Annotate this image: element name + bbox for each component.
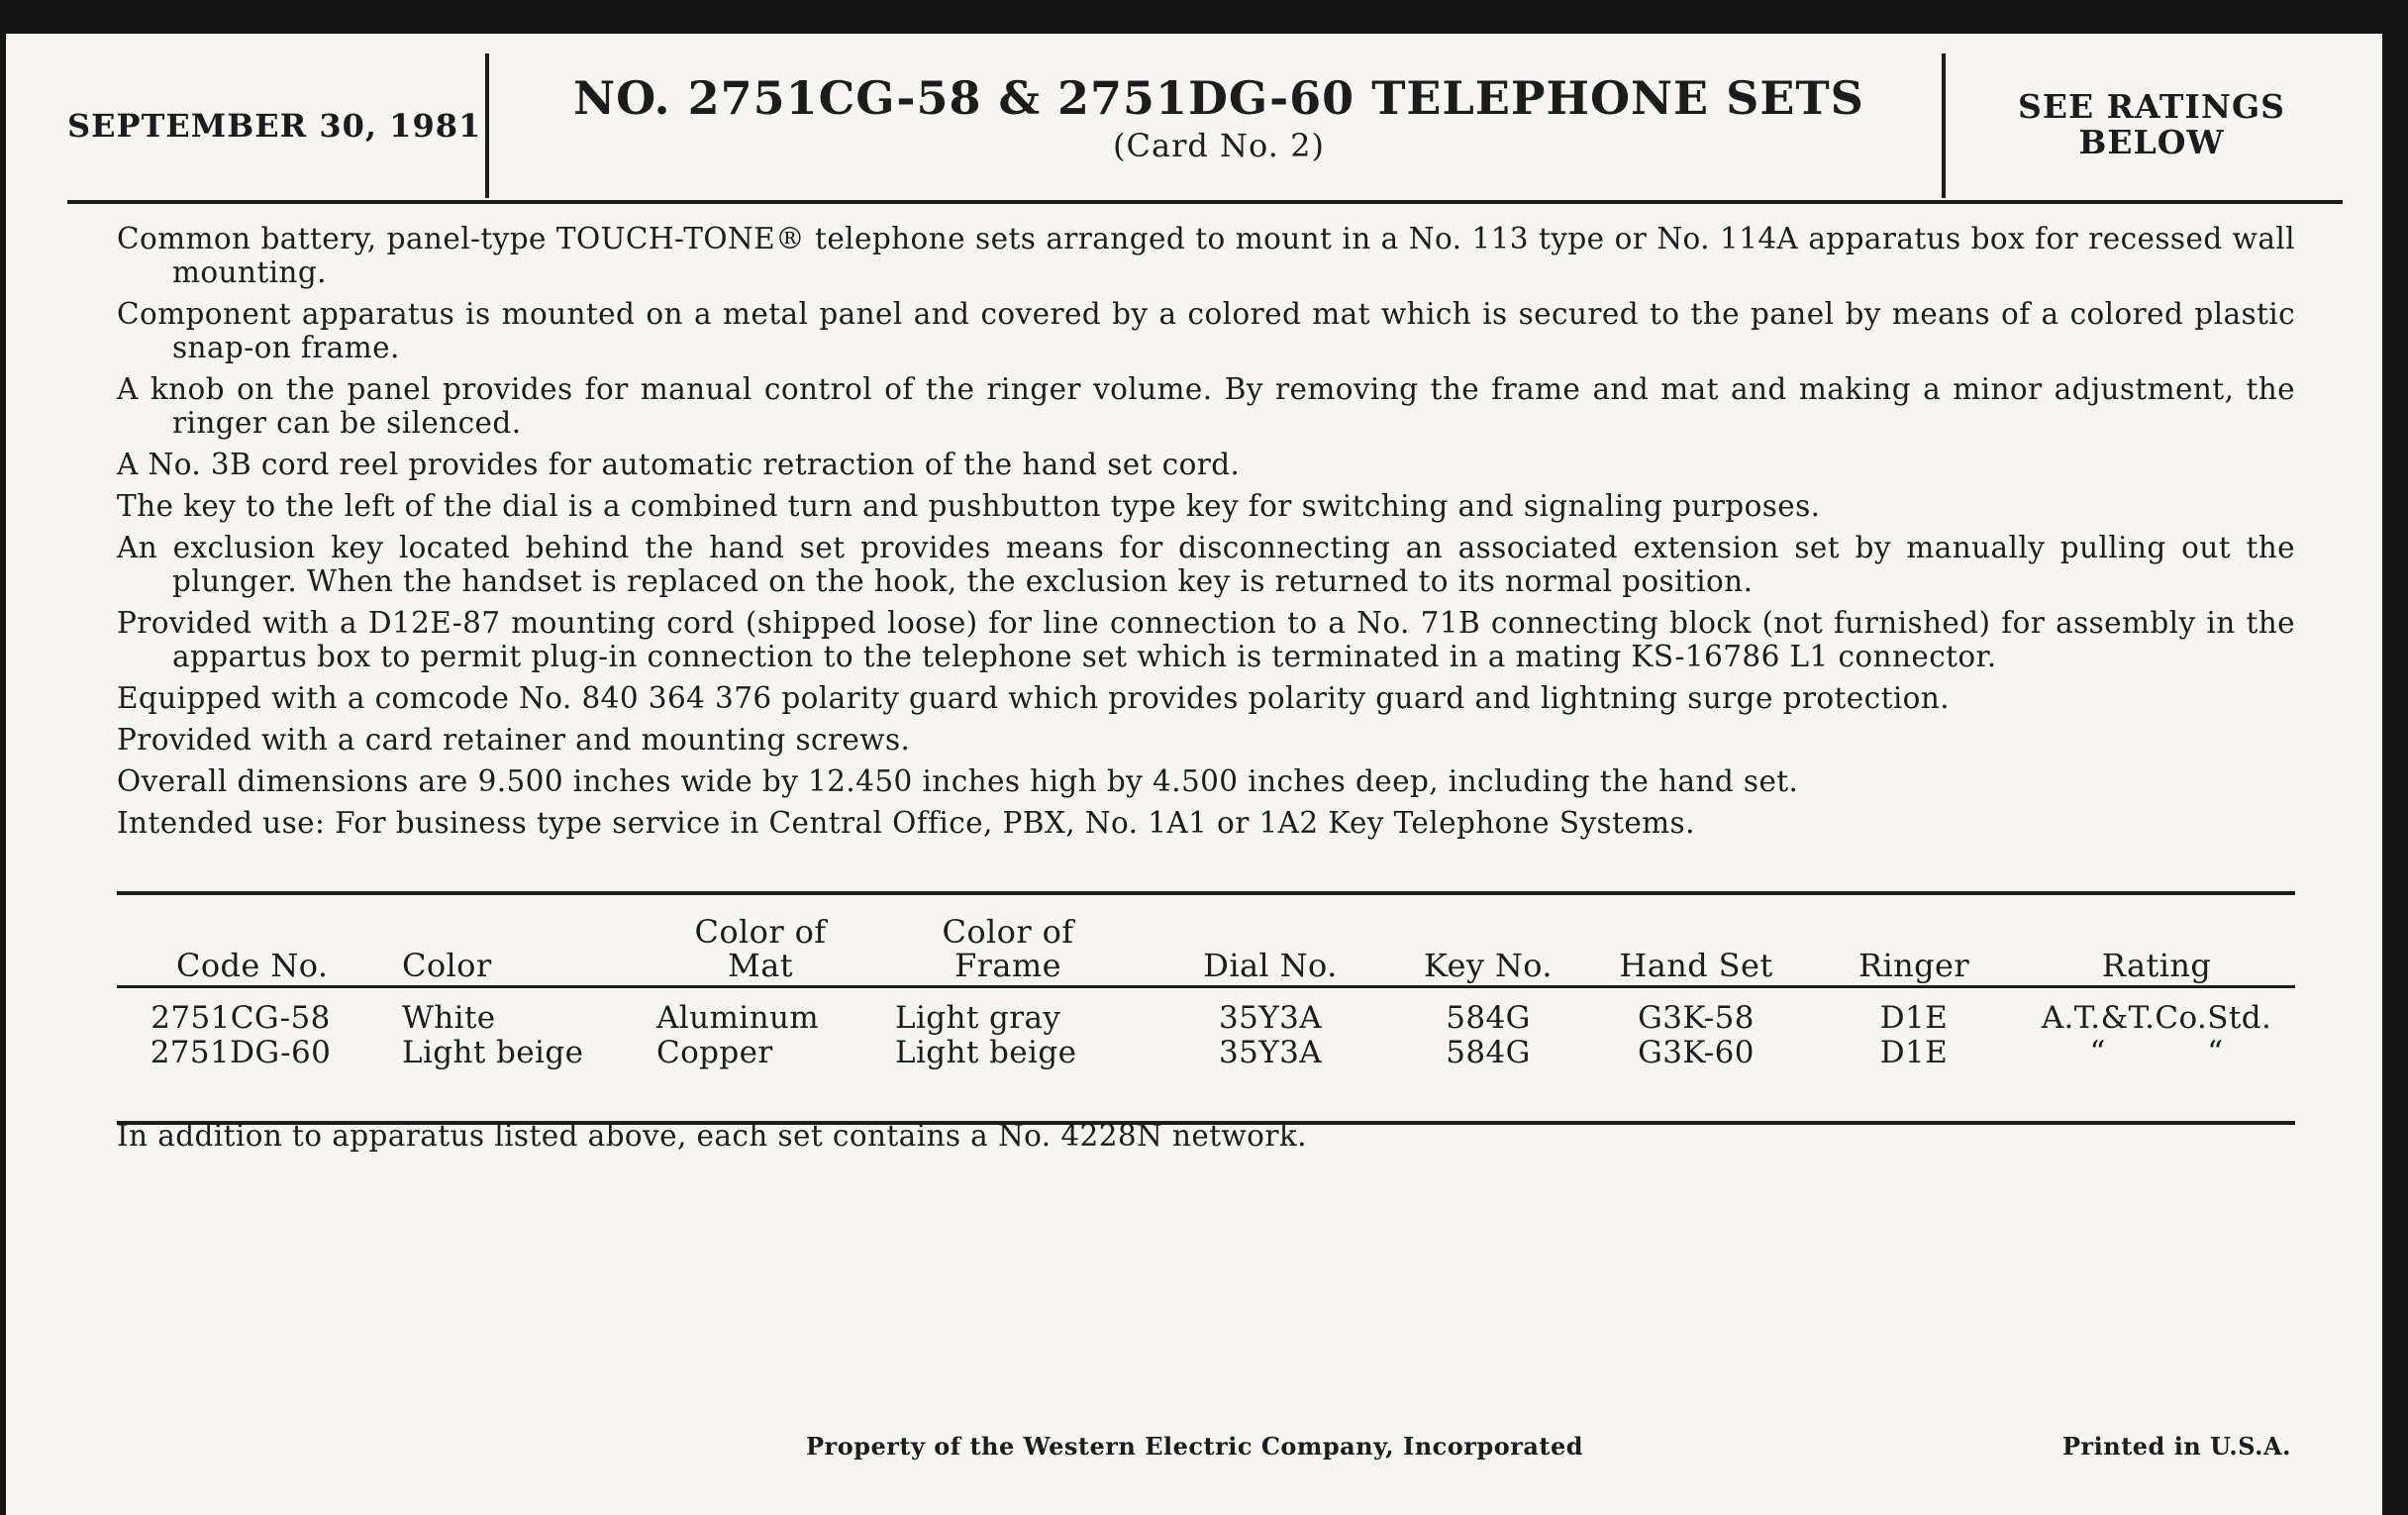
cell-mat: Copper (656, 1035, 773, 1070)
paragraph: Provided with a D12E-87 mounting cord (shipped loose) for line connection to a No. 71B connecting block (not furnished) for assembly in the appartus box to permit plug-in connection to the telephone set which is terminated in a mating KS-16786 L1 connector. (117, 606, 2295, 673)
paragraph: The key to the left of the dial is a combined turn and pushbutton type key for switching and signaling purposes. (117, 489, 1821, 523)
paragraph: An exclusion key located behind the hand set provides means for disconnecting an associated extension set by manually pulling out the plunger. When the handset is replaced on the hook, the exclusion key is returned to its normal position. (117, 531, 2295, 598)
paragraph: A No. 3B cord reel provides for automatic retraction of the hand set cord. (117, 448, 1241, 481)
col-header-rating: Rating (2101, 947, 2212, 984)
paragraph: Component apparatus is mounted on a metal panel and covered by a colored mat which is secured to the panel by means of a colored plastic snap-on frame. (117, 297, 2295, 364)
paragraph: Provided with a card retainer and mounting screws. (117, 723, 911, 757)
col-header-key: Key No. (1424, 947, 1553, 984)
header-divider-left (485, 53, 489, 198)
col-header-dial: Dial No. (1203, 947, 1338, 984)
card-header (6, 34, 2382, 202)
col-header-code: Code No. (176, 947, 329, 984)
table-header-rule (117, 985, 2295, 988)
cell-mat: Aluminum (656, 1000, 820, 1036)
property-notice: Property of the Western Electric Company, Incorporated (806, 1432, 1584, 1461)
cell-rating: A.T.&T.Co.Std. (2041, 1000, 2272, 1036)
cell-ringer: D1E (1879, 1035, 1949, 1070)
cell-color: White (402, 1000, 496, 1036)
col-header-frame-2: Frame (954, 947, 1061, 984)
cell-frame: Light beige (895, 1035, 1077, 1070)
catalog-card (6, 34, 2382, 1515)
cell-frame: Light gray (895, 1000, 1061, 1036)
cell-dial: 35Y3A (1218, 1000, 1323, 1036)
issue-date: SEPTEMBER 30, 1981 (67, 107, 482, 145)
paragraph: Common battery, panel-type TOUCH-TONE® telephone sets arranged to mount in a No. 113 type or No. 114A apparatus box for recessed wall mounting. (117, 222, 2295, 289)
paragraph: Overall dimensions are 9.500 inches wide by 12.450 inches high by 4.500 inches deep, including the hand set. (117, 764, 1799, 798)
cell-code: 2751DG-60 (150, 1035, 332, 1070)
col-header-frame-1: Color of (942, 913, 1074, 951)
cell-code: 2751CG-58 (150, 1000, 331, 1036)
cell-rating-ditto: “ “ (2089, 1035, 2224, 1070)
cell-color: Light beige (402, 1035, 584, 1070)
header-rule (67, 200, 2343, 204)
col-header-ringer: Ringer (1857, 947, 1970, 984)
apparatus-footnote: In addition to apparatus listed above, each set contains a No. 4228N network. (117, 1119, 1307, 1153)
ratings-note-line2: BELOW (2078, 123, 2225, 161)
cell-handset: G3K-58 (1638, 1000, 1755, 1036)
col-header-color: Color (402, 947, 492, 984)
ratings-note-line1: SEE RATINGS (2017, 87, 2286, 126)
printed-in-notice: Printed in U.S.A. (2061, 1432, 2291, 1461)
col-header-mat-1: Color of (694, 913, 827, 951)
header-divider-right (1942, 53, 1946, 198)
specs-table (117, 891, 2295, 1125)
col-header-mat-2: Mat (728, 947, 793, 984)
card-number: (Card No. 2) (1113, 127, 1325, 164)
paragraph: Intended use: For business type service in Central Office, PBX, No. 1A1 or 1A2 Key Telephone Systems. (117, 806, 1695, 840)
paragraph: A knob on the panel provides for manual control of the ringer volume. By removing the frame and mat and making a minor adjustment, the ringer can be silenced. (117, 372, 2295, 440)
col-header-handset: Hand Set (1619, 947, 1773, 984)
cell-key: 584G (1446, 1035, 1531, 1070)
cell-dial: 35Y3A (1218, 1035, 1323, 1070)
cell-handset: G3K-60 (1638, 1035, 1755, 1070)
paragraph: Equipped with a comcode No. 840 364 376 polarity guard which provides polarity guard and lightning surge protection. (117, 681, 1951, 715)
description-text (117, 222, 2295, 848)
cell-key: 584G (1446, 1000, 1531, 1036)
page-title: NO. 2751CG-58 & 2751DG-60 TELEPHONE SETS (573, 71, 1864, 125)
ratings-note (1958, 89, 2345, 160)
cell-ringer: D1E (1879, 1000, 1949, 1036)
